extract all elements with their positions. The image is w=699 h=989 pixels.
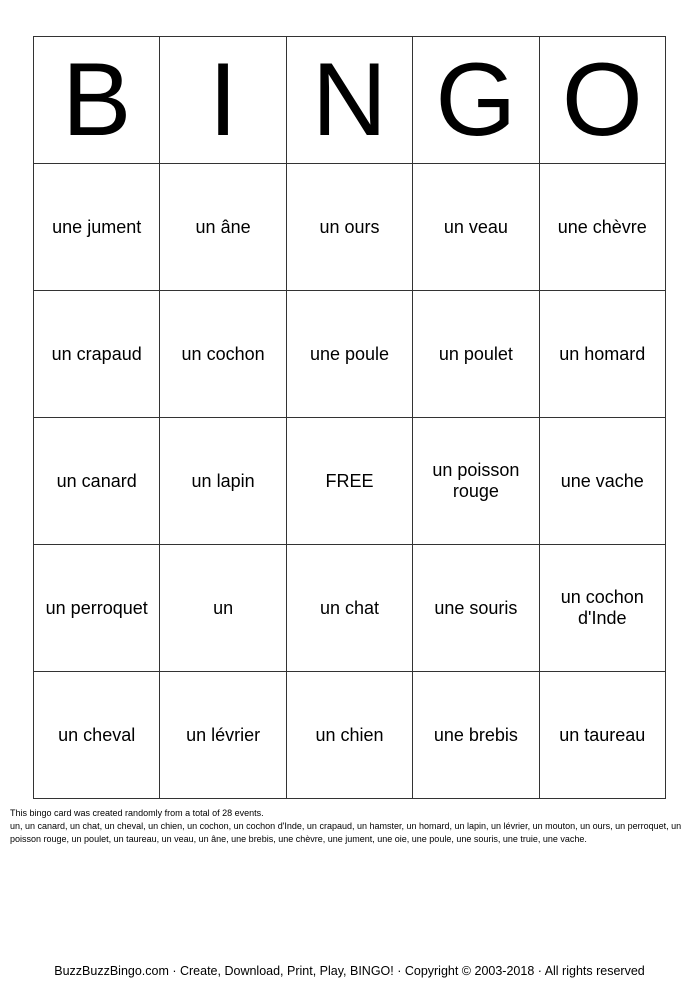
bingo-row xyxy=(34,545,666,672)
cell-label: une brebis xyxy=(433,724,518,745)
cell-label: un canard xyxy=(56,470,137,491)
bingo-cell xyxy=(413,545,539,672)
header-letter-b: B xyxy=(34,37,160,164)
cell-label: un ours xyxy=(319,216,380,237)
cell-label: un lévrier xyxy=(186,724,261,745)
cell-label: un chat xyxy=(319,597,379,618)
bingo-cell xyxy=(539,164,665,291)
bingo-cell xyxy=(160,545,286,672)
cell-label: une jument xyxy=(52,216,142,237)
bingo-cell xyxy=(413,164,539,291)
bingo-cell xyxy=(34,291,160,418)
bingo-cell xyxy=(413,672,539,799)
cell-label: un poisson rouge xyxy=(432,460,520,501)
free-space xyxy=(286,418,412,545)
bingo-cell xyxy=(286,672,412,799)
bingo-card xyxy=(33,36,666,799)
bingo-row xyxy=(34,164,666,291)
bingo-cell xyxy=(286,164,412,291)
cell-label: un chien xyxy=(315,724,384,745)
cell-label: un cochon d'Inde xyxy=(560,587,644,628)
cell-label: un lapin xyxy=(191,470,255,491)
bingo-row xyxy=(34,291,666,418)
bingo-cell xyxy=(539,291,665,418)
header-letter-g: G xyxy=(413,37,539,164)
bingo-cell xyxy=(160,164,286,291)
events-list: un, un canard, un chat, un cheval, un chien, un cochon, un cochon d'Inde, un crapaud, un hamster, un homard, un lapin, un lévrier, un mouton, un ours, un perroquet, un poisson rouge, un poulet, un taureau, un veau, un âne, une brebis, une chèvre, une jument, une oie, une poule, une souris, une truie, une vache. xyxy=(10,821,682,844)
bingo-cell xyxy=(160,291,286,418)
header-letter-o: O xyxy=(539,37,665,164)
card-info xyxy=(10,807,695,846)
cell-label: une chèvre xyxy=(557,216,647,237)
cell-label: un âne xyxy=(195,216,251,237)
bingo-cell xyxy=(539,545,665,672)
cell-label: un taureau xyxy=(559,724,646,745)
bingo-cell xyxy=(413,418,539,545)
cell-label: un cheval xyxy=(58,724,136,745)
bingo-cell xyxy=(34,418,160,545)
bingo-cell xyxy=(34,545,160,672)
cell-label: une vache xyxy=(560,470,644,491)
cell-label: un perroquet xyxy=(45,597,148,618)
bingo-cell xyxy=(160,418,286,545)
cell-label: une souris xyxy=(434,597,518,618)
bingo-cell xyxy=(160,672,286,799)
cell-label: FREE xyxy=(325,470,374,491)
header-letter-i: I xyxy=(160,37,286,164)
bingo-header-row xyxy=(34,37,666,164)
bingo-cell xyxy=(539,418,665,545)
cell-label: un veau xyxy=(443,216,508,237)
bingo-cell xyxy=(34,164,160,291)
bingo-cell xyxy=(286,291,412,418)
bingo-row xyxy=(34,672,666,799)
cell-label: un poulet xyxy=(438,343,513,364)
bingo-row xyxy=(34,418,666,545)
cell-label: un homard xyxy=(559,343,646,364)
cell-label: un cochon xyxy=(181,343,265,364)
cell-label: un crapaud xyxy=(51,343,142,364)
bingo-cell xyxy=(34,672,160,799)
events-summary: This bingo card was created randomly from a total of 28 events. xyxy=(10,808,264,818)
header-letter-n: N xyxy=(286,37,412,164)
cell-label: une poule xyxy=(309,343,390,364)
bingo-cell xyxy=(286,545,412,672)
footer: BuzzBuzzBingo.com · Create, Download, Print, Play, BINGO! · Copyright © 2003-2018 · All rights reserved xyxy=(54,964,645,978)
bingo-cell xyxy=(413,291,539,418)
cell-label: un xyxy=(213,597,234,618)
bingo-cell xyxy=(539,672,665,799)
